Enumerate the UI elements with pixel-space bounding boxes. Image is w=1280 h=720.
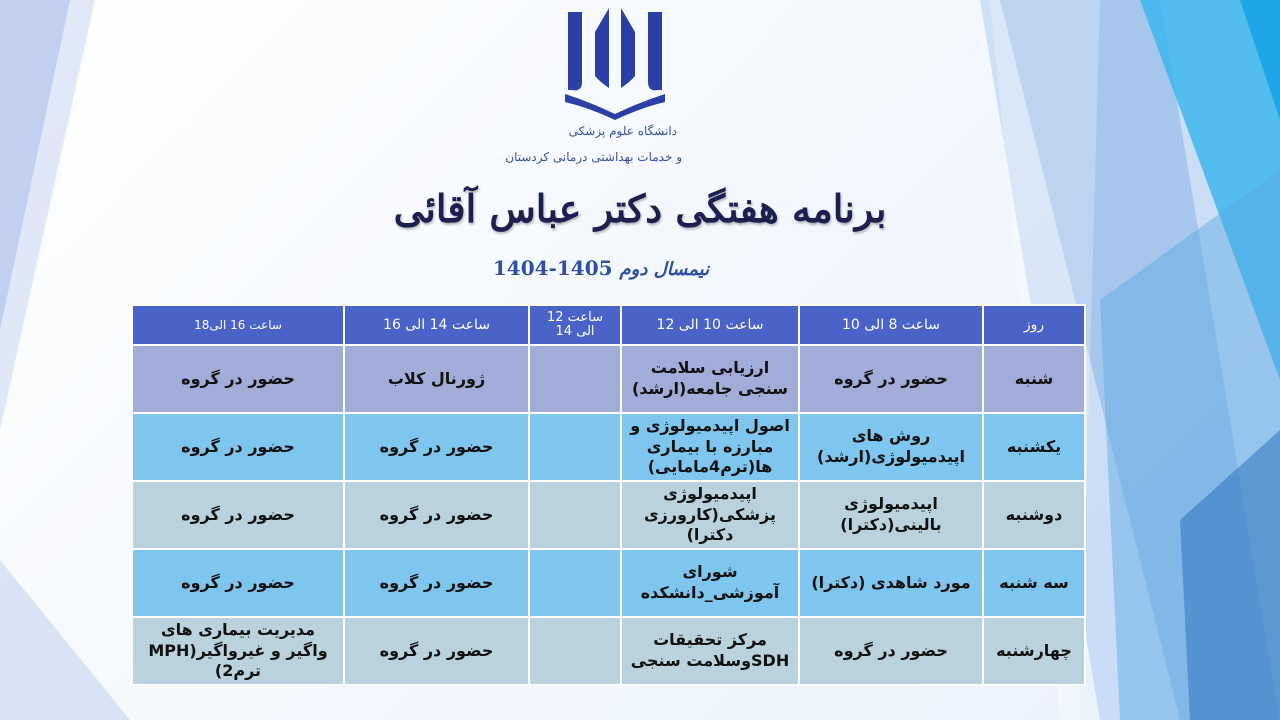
day-cell: دوشنبه — [983, 481, 1085, 549]
table-row — [132, 413, 1085, 481]
semester-subtitle — [490, 256, 720, 280]
slot-14-16: حضور در گروه — [344, 617, 529, 685]
weekly-schedule-table — [131, 304, 1086, 686]
university-name-line2: و خدمات بهداشتی درمانی کردستان — [505, 150, 682, 164]
slot-10-12: ارزیابی سلامت سنجی جامعه(ارشد) — [621, 345, 799, 413]
slot-8-10: روش های اپیدمیولوژی(ارشد) — [799, 413, 983, 481]
slot-10-12: اصول اپیدمیولوژی و مبارزه با بیماری ها(ترم4مامایی) — [621, 413, 799, 481]
header-10-12: ساعت 10 الی 12 — [621, 305, 799, 345]
slot-16-18: حضور در گروه — [132, 481, 344, 549]
table-row — [132, 481, 1085, 549]
header-8-10: ساعت 8 الی 10 — [799, 305, 983, 345]
slot-10-12: شورای آموزشی_دانشکده — [621, 549, 799, 617]
slot-14-16: حضور در گروه — [344, 481, 529, 549]
header-day: روز — [983, 305, 1085, 345]
slot-10-12: اپیدمیولوژی پزشکی(کارورزی دکترا) — [621, 481, 799, 549]
slot-16-18: حضور در گروه — [132, 345, 344, 413]
table-row — [132, 617, 1085, 685]
slot-8-10: حضور در گروه — [799, 617, 983, 685]
slot-12-14 — [529, 549, 621, 617]
academic-year: 1404-1405 — [492, 256, 613, 280]
slot-8-10: اپیدمیولوژی بالینی(دکترا) — [799, 481, 983, 549]
table-row — [132, 345, 1085, 413]
day-cell: شنبه — [983, 345, 1085, 413]
slot-16-18: حضور در گروه — [132, 549, 344, 617]
slot-12-14 — [529, 345, 621, 413]
slot-12-14 — [529, 617, 621, 685]
slot-8-10: حضور در گروه — [799, 345, 983, 413]
slot-12-14 — [529, 413, 621, 481]
university-logo-icon — [560, 2, 670, 120]
page-title: برنامه هفتگی دکتر عباس آقائی — [393, 186, 887, 231]
day-cell: سه شنبه — [983, 549, 1085, 617]
table-row — [132, 549, 1085, 617]
day-cell: یکشنبه — [983, 413, 1085, 481]
header-14-16: ساعت 14 الی 16 — [344, 305, 529, 345]
semester-label: نیمسال دوم — [619, 259, 710, 280]
slot-16-18: حضور در گروه — [132, 413, 344, 481]
slot-10-12: مرکز تحقیقات SDHوسلامت سنجی — [621, 617, 799, 685]
day-cell: چهارشنبه — [983, 617, 1085, 685]
slot-12-14 — [529, 481, 621, 549]
table-header-row — [132, 305, 1085, 345]
university-name-line1: دانشگاه علوم پزشکی — [568, 124, 677, 138]
header-16-18: ساعت 16 الی18 — [132, 305, 344, 345]
slot-14-16: ژورنال کلاب — [344, 345, 529, 413]
header-12-14: ساعت 12 الی 14 — [529, 305, 621, 345]
slot-14-16: حضور در گروه — [344, 549, 529, 617]
slot-16-18: مدیریت بیماری های واگیر و غیرواگیر(MPH ترم2) — [132, 617, 344, 685]
slot-14-16: حضور در گروه — [344, 413, 529, 481]
slot-8-10: مورد شاهدی (دکترا) — [799, 549, 983, 617]
